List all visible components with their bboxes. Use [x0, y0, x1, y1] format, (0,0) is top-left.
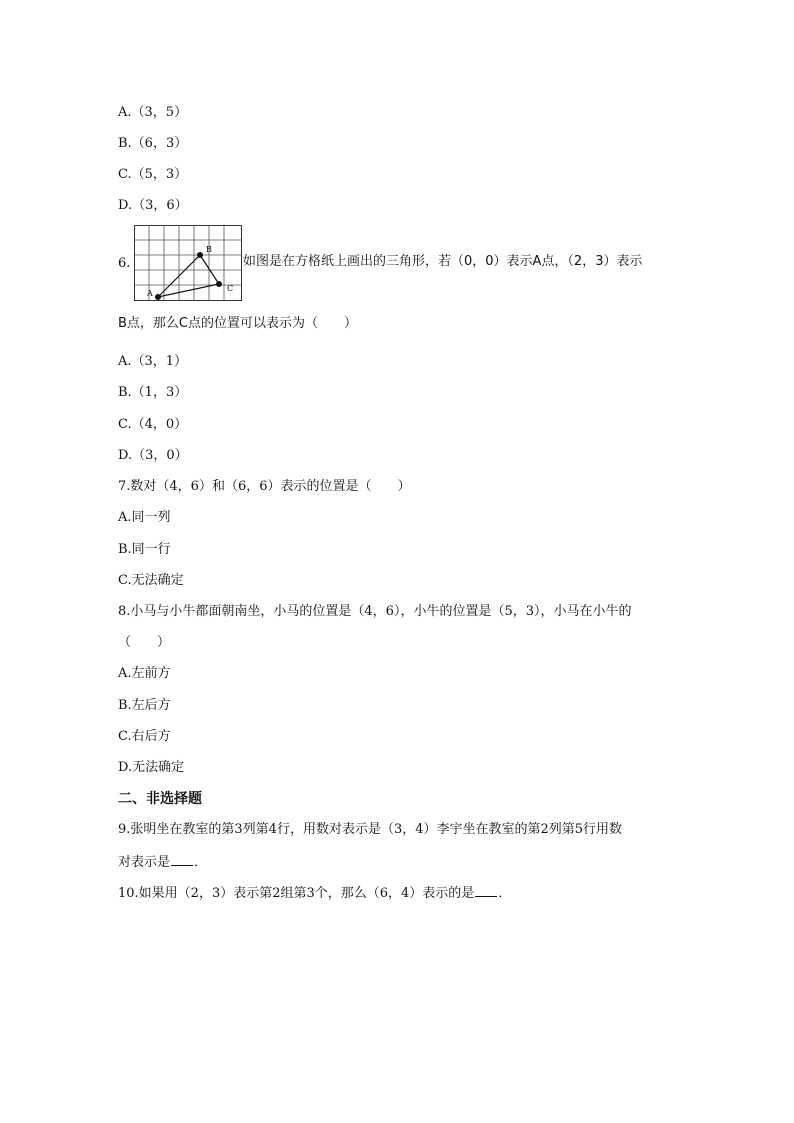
figure-label-c: C: [227, 284, 234, 293]
q10-answer-blank[interactable]: [475, 884, 497, 897]
section-heading: 二、非选择题: [118, 791, 202, 807]
q8-option-a: A.左前方: [118, 666, 171, 681]
q8-option-c: C.右后方: [118, 729, 171, 744]
q8-question-text: 8.小马与小牛都面朝南坐，小马的位置是（4，6），小牛的位置是（5，3），小马在小牛的: [118, 604, 632, 619]
figure-label-a: A: [147, 289, 153, 298]
q9-text-before-blank: 对表示是: [118, 855, 171, 870]
q6-option-d: D.（3，0）: [118, 448, 188, 463]
q7-option-b: B.同一行: [118, 542, 171, 557]
q7-option-c: C.无法确定: [118, 573, 184, 588]
q10-text-after-blank: ．: [498, 886, 512, 901]
q7-question-text: 7.数对（4，6）和（6，6）表示的位置是（ ）: [118, 479, 411, 494]
q8-option-b: B.左后方: [118, 698, 171, 713]
q5-option-c: C.（5，3）: [118, 167, 188, 182]
figure-label-b: B: [206, 245, 212, 254]
q10-text-before-blank: 10.如果用（2，3）表示第2组第3个，那么（6，4）表示的是: [118, 886, 475, 901]
q6-question-text: 如图是在方格纸上画出的三角形，若（0，0）表示A点，（2，3）表示: [243, 254, 643, 269]
q8-question-text-cont: （ ）: [118, 635, 171, 650]
q9-text-after-blank: ．: [194, 855, 208, 870]
q5-option-b: B.（6，3）: [118, 136, 188, 151]
q10-question-text: [118, 884, 511, 903]
q9-question-text: 9.张明坐在教室的第3列第4行，用数对表示是（3，4）李宇坐在教室的第2列第5行用数: [118, 822, 623, 837]
q5-option-a: A.（3，5）: [118, 105, 188, 120]
q6-question-text-cont: B点，那么C点的位置可以表示为（ ）: [118, 316, 357, 331]
q9-question-text-cont: [118, 853, 207, 872]
q8-option-d: D.无法确定: [118, 760, 185, 775]
q6-option-b: B.（1，3）: [118, 385, 188, 400]
q6-number: 6.: [118, 256, 131, 271]
q6-option-c: C.（4，0）: [118, 417, 188, 432]
grid-triangle-figure: [134, 225, 242, 301]
q7-option-a: A.同一列: [118, 510, 171, 525]
q9-answer-blank[interactable]: [171, 853, 193, 866]
q6-option-a: A.（3，1）: [118, 354, 188, 369]
q5-option-d: D.（3，6）: [118, 198, 188, 213]
